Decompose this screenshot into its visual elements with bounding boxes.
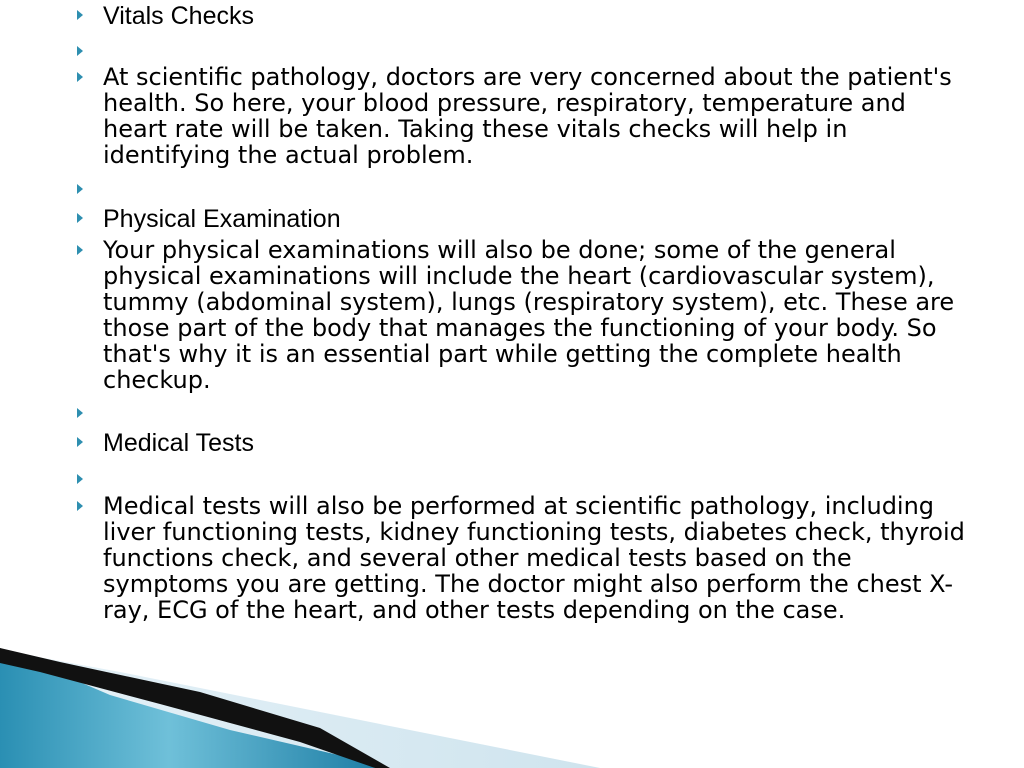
- bullet-arrow-icon: [77, 213, 83, 223]
- physical-examination-heading: [103, 205, 973, 233]
- bullet-arrow-icon: [77, 46, 83, 56]
- bullet-arrow-icon: [77, 10, 83, 20]
- bullet-arrow-icon: [77, 501, 83, 511]
- bullet-arrow-icon: [77, 437, 83, 447]
- bullet-text: Your physical examinations will also be done; some of the general physical examinations will include the heart (cardiovascular system), tummy (abdominal system), lungs (respiratory system), etc. These are those part of the body that manages the functioning of your body. So that's why it is an essential part while getting the complete health checkup.: [103, 236, 955, 394]
- physical-examination-paragraph: [103, 237, 973, 393]
- medical-tests-paragraph: [103, 493, 973, 623]
- bullet-arrow-icon: [77, 72, 83, 82]
- bullet-text: Vitals Checks: [103, 2, 254, 30]
- bullet-arrow-icon: [77, 184, 83, 194]
- bullet-text: At scientific pathology, doctors are very concerned about the patient's health. So here, your blood pressure, respiratory, temperature and heart rate will be taken. Taking these vitals checks will help in identifying the actual problem.: [103, 63, 952, 169]
- bullet-text: Medical tests will also be performed at scientific pathology, including liver functioning tests, kidney functioning tests, diabetes check, thyroid functions check, and several other medical tests based on the symptoms you are getting. The doctor might also perform the chest X-ray, ECG of the heart, and other tests depending on the case.: [103, 492, 965, 624]
- bullet-arrow-icon: [77, 245, 83, 255]
- bullet-arrow-icon: [77, 408, 83, 418]
- vitals-checks-heading: [103, 2, 973, 30]
- bullet-text: Physical Examination: [103, 205, 341, 233]
- bullet-arrow-icon: [77, 474, 83, 484]
- medical-tests-heading: [103, 429, 973, 457]
- vitals-checks-paragraph: [103, 64, 973, 168]
- bullet-text: Medical Tests: [103, 429, 254, 457]
